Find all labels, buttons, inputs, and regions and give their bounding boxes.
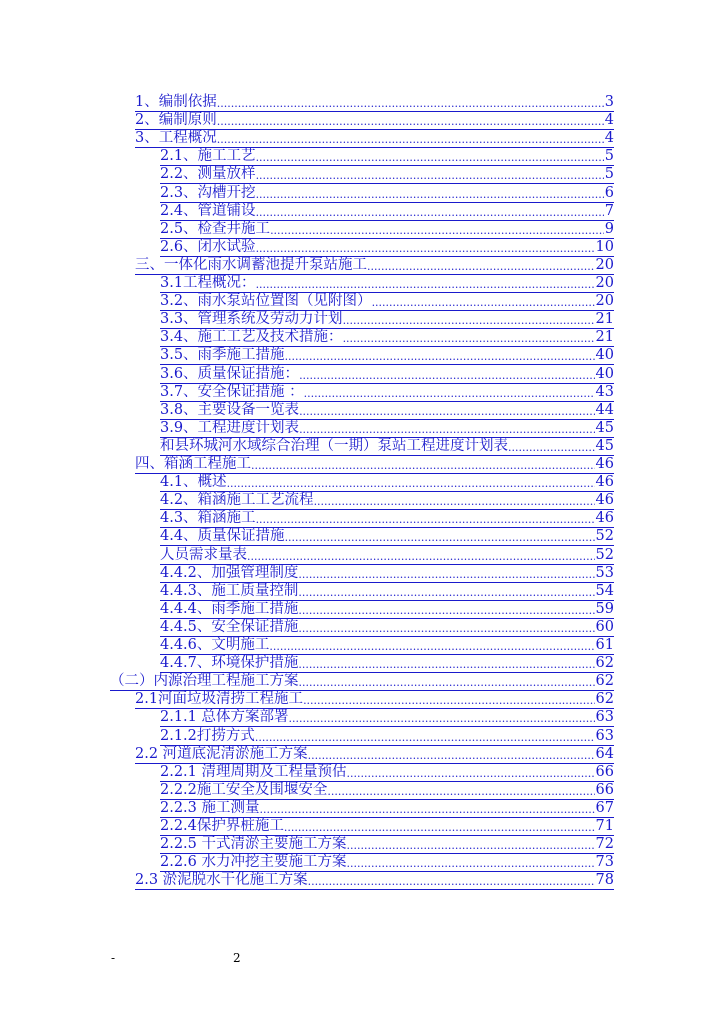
toc-entry[interactable] — [135, 691, 614, 709]
toc-entry-title: 2.2.2施工安全及围堰安全 — [160, 781, 328, 798]
toc-page-number: 52 — [595, 546, 614, 563]
toc-entry-title: 3.3、管理系统及劳动力计划 — [160, 311, 343, 328]
toc-entry-title: 2.2.1 清理周期及工程量预估 — [160, 763, 347, 780]
toc-entry-title: 2.2.6 水力冲挖主要施工方案 — [160, 854, 347, 871]
toc-dot-leader — [289, 712, 595, 727]
toc-entry-title: 4.1、概述 — [160, 474, 227, 491]
toc-entry-title: 3.7、安全保证措施 ： — [160, 383, 304, 400]
toc-dot-leader — [269, 640, 594, 655]
toc-page-number: 40 — [595, 347, 614, 364]
toc-dot-leader — [284, 821, 595, 836]
toc-dot-leader — [227, 477, 595, 492]
toc-entry[interactable] — [160, 311, 614, 329]
toc-entry[interactable] — [160, 420, 614, 438]
footer-dash: - — [111, 951, 116, 965]
toc-entry-title: 2.1.1 总体方案部署 — [160, 709, 289, 726]
toc-page-number: 20 — [595, 275, 614, 291]
toc-entry-title: 2.2 河道底泥清淤施工方案 — [135, 745, 308, 762]
toc-entry-title: 2.5、检查井施工 — [160, 220, 271, 237]
toc-entry-title: 2.2.5 干式清淤主要施工方案 — [160, 836, 347, 853]
toc-dot-leader — [343, 332, 595, 347]
toc-entry-title: 4.4.7、环境保护措施 — [160, 655, 299, 672]
toc-entry[interactable] — [160, 528, 614, 546]
toc-entry-title: 人员需求量表 — [160, 546, 247, 563]
toc-page-number: 62 — [595, 673, 614, 690]
toc-entry[interactable] — [160, 655, 614, 673]
toc-page-number: 10 — [595, 238, 614, 255]
toc-entry-title: 三、一体化雨水调蓄池提升泵站施工 — [135, 256, 367, 273]
toc-entry-title: 2、编制原则 — [135, 112, 217, 129]
toc-dot-leader — [256, 188, 604, 203]
toc-entry[interactable] — [160, 764, 614, 782]
toc-entry-title: 2.3、沟槽开挖 — [160, 184, 256, 201]
toc-dot-leader — [299, 369, 594, 384]
toc-entry-title: 3.4、施工工艺及技术措施： — [160, 329, 343, 346]
toc-entry[interactable] — [135, 94, 614, 112]
toc-dot-leader — [256, 242, 595, 257]
toc-entry[interactable] — [110, 673, 614, 691]
toc-dot-leader — [217, 97, 604, 112]
toc-entry[interactable] — [160, 148, 614, 166]
toc-page-number: 63 — [595, 709, 614, 726]
toc-dot-leader — [299, 676, 595, 691]
toc-entry[interactable] — [160, 203, 614, 221]
toc-page-number: 4 — [604, 112, 614, 129]
toc-page-number: 54 — [595, 582, 614, 599]
toc-entry[interactable] — [160, 347, 614, 365]
toc-dot-leader — [299, 405, 594, 420]
toc-dot-leader — [298, 568, 594, 583]
toc-page-number: 3 — [604, 94, 614, 110]
toc-entry-title: 2.2.3 施工测量 — [160, 799, 260, 816]
toc-dot-leader — [327, 785, 594, 800]
toc-entry[interactable] — [160, 492, 614, 510]
toc-dot-leader — [247, 550, 595, 565]
toc-page-number: 46 — [595, 474, 614, 491]
toc-dot-leader — [270, 224, 604, 239]
footer-page-number: 2 — [233, 951, 241, 965]
toc-entry[interactable] — [160, 185, 614, 203]
toc-page-number: 45 — [595, 437, 614, 454]
toc-entry-title: 3、工程概况 — [135, 130, 217, 147]
toc-entry[interactable] — [160, 709, 614, 727]
toc-entry[interactable] — [160, 402, 614, 420]
toc-entry-title: 3.5、雨季施工措施 — [160, 347, 285, 364]
toc-dot-leader — [251, 459, 595, 474]
toc-entry[interactable] — [160, 800, 614, 818]
toc-dot-leader — [255, 731, 595, 746]
toc-page-number: 46 — [595, 510, 614, 527]
toc-page-number: 52 — [595, 528, 614, 545]
toc-dot-leader — [308, 749, 595, 764]
toc-entry[interactable] — [160, 836, 614, 854]
toc-entry-title: 2.6、闭水试验 — [160, 238, 256, 255]
toc-dot-leader — [256, 169, 604, 184]
toc-page-number: 62 — [595, 655, 614, 672]
toc-entry-title: 4.3、箱涵施工 — [160, 510, 256, 527]
toc-dot-leader — [285, 350, 595, 365]
toc-entry[interactable] — [160, 547, 614, 565]
toc-entry-title: 和县环城河水域综合治理（一期）泵站工程进度计划表 — [160, 437, 508, 454]
toc-entry[interactable] — [160, 583, 614, 601]
toc-entry[interactable] — [160, 510, 614, 528]
toc-entry[interactable] — [135, 746, 614, 764]
toc-entry-title: 2.1河面垃圾清捞工程施工 — [135, 691, 304, 708]
toc-entry[interactable] — [160, 221, 614, 239]
toc-entry[interactable] — [160, 474, 614, 492]
toc-entry[interactable] — [160, 166, 614, 184]
toc-dot-leader — [372, 296, 595, 311]
toc-page-number: 66 — [595, 763, 614, 780]
toc-entry[interactable] — [160, 438, 614, 456]
toc-dot-leader — [298, 604, 594, 619]
toc-dot-leader — [256, 151, 604, 166]
toc-dot-leader — [285, 531, 595, 546]
toc-entry-title: 4.4.4、雨季施工措施 — [160, 600, 299, 617]
toc-dot-leader — [367, 260, 595, 275]
toc-entry[interactable] — [160, 384, 614, 402]
toc-page-number: 46 — [595, 456, 614, 472]
toc-dot-leader — [347, 767, 595, 782]
toc-page-number: 21 — [595, 311, 614, 328]
toc-entry[interactable] — [160, 854, 614, 872]
toc-dot-leader — [347, 857, 595, 872]
toc-page-number: 44 — [595, 401, 614, 418]
toc-entry-title: 2.2.4保护界桩施工 — [160, 818, 284, 834]
toc-page-number: 6 — [604, 184, 614, 201]
toc-entry-title: 3.6、质量保证措施： — [160, 365, 300, 382]
toc-entry-title: 四、箱涵工程施工 — [135, 456, 251, 472]
toc-entry[interactable] — [160, 637, 614, 655]
toc-page-number: 66 — [595, 781, 614, 798]
toc-dot-leader — [298, 658, 594, 673]
toc-page-number: 20 — [595, 256, 614, 273]
toc-entry[interactable] — [160, 818, 614, 836]
toc-page-number: 67 — [595, 799, 614, 816]
toc-dot-leader — [304, 387, 595, 402]
toc-page-number: 61 — [595, 637, 614, 653]
toc-dot-leader — [308, 875, 595, 890]
toc-entry[interactable] — [135, 257, 614, 275]
toc-entry-title: 3.2、雨水泵站位置图（见附图） — [160, 293, 372, 310]
toc-entry-title: 2.3 淤泥脱水干化施工方案 — [135, 872, 308, 889]
toc-entry-title: 4.4.5、安全保证措施 — [160, 618, 299, 635]
toc-page-number: 53 — [595, 564, 614, 581]
toc-page-number: 4 — [604, 130, 614, 147]
toc-dot-leader — [256, 206, 604, 221]
toc-dot-leader — [298, 586, 594, 601]
toc-entry[interactable] — [160, 601, 614, 619]
toc-entry[interactable] — [135, 872, 614, 890]
toc-entry[interactable] — [160, 782, 614, 800]
toc-page-number: 63 — [595, 727, 614, 744]
toc-entry-title: 4.4.2、加强管理制度 — [160, 564, 299, 581]
toc-entry-title: 4.4.3、施工质量控制 — [160, 582, 299, 599]
toc-page-number: 45 — [595, 419, 614, 436]
toc-entry-title: 3.8、主要设备一览表 — [160, 401, 300, 418]
toc-dot-leader — [256, 513, 595, 528]
toc-entry-title: 2.2、测量放样 — [160, 166, 256, 183]
toc-page-number: 59 — [595, 600, 614, 617]
toc-page-number: 72 — [595, 836, 614, 853]
toc-dot-leader — [298, 622, 594, 637]
toc-entry-title: 3.9、工程进度计划表 — [160, 419, 300, 436]
toc-dot-leader — [303, 694, 594, 709]
toc-dot-leader — [347, 839, 595, 854]
toc-dot-leader — [314, 495, 595, 510]
toc-entry[interactable] — [160, 728, 614, 746]
toc-entry-title: （二）内源治理工程施工方案 — [110, 673, 299, 690]
toc-dot-leader — [343, 314, 595, 329]
toc-entry-title: 2.4、管道铺设 — [160, 202, 256, 219]
toc-dot-leader — [256, 278, 595, 293]
toc-page-number: 60 — [595, 618, 614, 635]
toc-dot-leader — [217, 133, 604, 148]
toc-page-number: 9 — [604, 220, 614, 237]
toc-entry-title: 2.1、施工工艺 — [160, 148, 256, 165]
toc-page-number: 21 — [595, 329, 614, 346]
toc-page-number: 46 — [595, 492, 614, 509]
toc-page-number: 62 — [595, 691, 614, 708]
toc-entry[interactable] — [135, 456, 614, 474]
toc-page-number: 5 — [604, 166, 614, 183]
toc-entry[interactable] — [160, 366, 614, 384]
toc-page-number: 5 — [604, 148, 614, 165]
toc-entry-title: 4.2、箱涵施工工艺流程 — [160, 492, 314, 509]
toc-entry-title: 1、编制依据 — [135, 94, 217, 110]
toc-entry[interactable] — [160, 619, 614, 637]
toc-dot-leader — [299, 423, 594, 438]
toc-entry-title: 3.1工程概况： — [160, 275, 256, 291]
toc-page-number: 20 — [595, 293, 614, 310]
toc-entry-title: 4.4.6、文明施工 — [160, 637, 270, 653]
toc-entry[interactable] — [160, 239, 614, 257]
toc-entry[interactable] — [160, 293, 614, 311]
toc-page-number: 43 — [595, 383, 614, 400]
toc-dot-leader — [508, 441, 595, 456]
toc-entry[interactable] — [160, 275, 614, 293]
toc-page-number: 64 — [595, 745, 614, 762]
toc-dot-leader — [260, 803, 595, 818]
toc-dot-leader — [217, 115, 604, 130]
toc-entry[interactable] — [160, 329, 614, 347]
toc-entry-title: 2.1.2打捞方式 — [160, 727, 255, 744]
toc-entry[interactable] — [135, 130, 614, 148]
toc-page-number: 7 — [604, 202, 614, 219]
toc-entry-title: 4.4、质量保证措施 — [160, 528, 285, 545]
toc-page-number: 71 — [595, 818, 614, 834]
toc-page-number: 40 — [595, 365, 614, 382]
toc-page-number: 78 — [595, 872, 614, 889]
toc-page-number: 73 — [595, 854, 614, 871]
toc-entry[interactable] — [135, 112, 614, 130]
toc-entry[interactable] — [160, 565, 614, 583]
